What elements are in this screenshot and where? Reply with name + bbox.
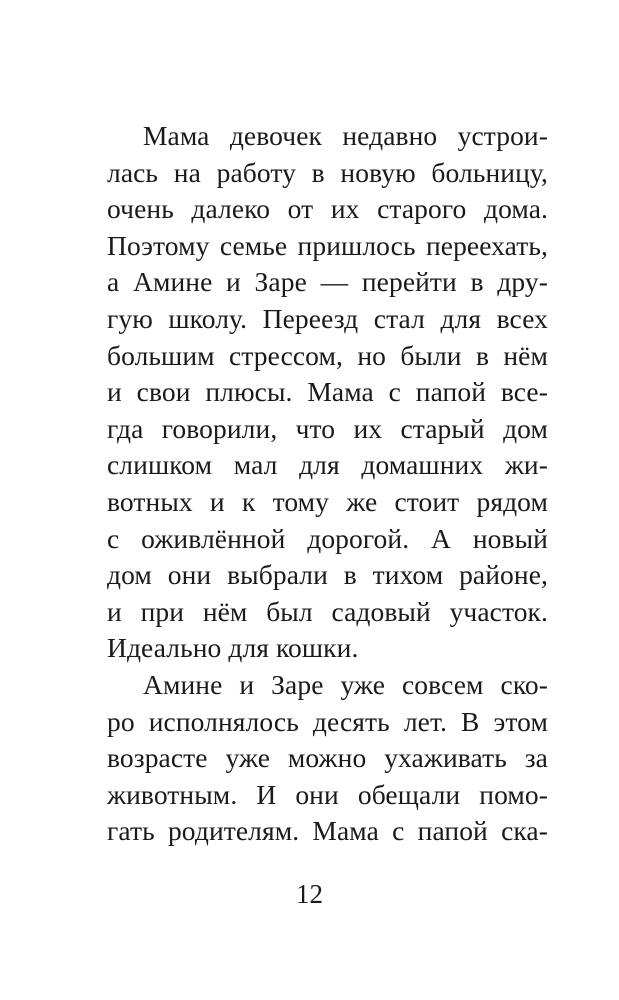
text-line: и свои плюсы. Мама с папой все- (107, 376, 548, 408)
text-line: а Амине и Заре — перейти в дру- (107, 266, 548, 298)
text-line: Амине и Заре уже совсем ско- (143, 668, 548, 700)
text-line: Поэтому семье пришлось переехать, (107, 229, 548, 261)
text-line: большим стрессом, но были в нём (107, 339, 548, 371)
paragraph-1 (107, 118, 548, 667)
page-number: 12 (296, 879, 323, 909)
text-line: и при нём был садовый участок. (107, 595, 548, 627)
text-line: слишком мал для домашних жи- (107, 449, 548, 481)
text-line: гда говорили, что их старый дом (107, 412, 548, 444)
text-line: Идеально для кошки. (107, 632, 359, 664)
text-line: гую школу. Переезд стал для всех (107, 302, 548, 334)
text-line: ро исполнялось десять лет. В этом (107, 705, 548, 737)
paragraph-2 (107, 667, 548, 850)
text-line: вотных и к тому же стоит рядом (107, 485, 548, 517)
text-line: лась на работу в новую больницу, (107, 156, 548, 188)
text-line: возрасте уже можно ухаживать за (107, 742, 548, 774)
text-line: дом они выбрали в тихом районе, (107, 559, 548, 591)
text-line: Мама девочек недавно устрои- (143, 120, 548, 151)
body-text (107, 118, 548, 850)
text-line: с оживлённой дорогой. А новый (107, 522, 548, 554)
text-line: очень далеко от их старого дома. (107, 193, 548, 225)
text-line: животным. И они обещали помо- (107, 778, 548, 810)
text-line: гать родителям. Мама с папой ска- (107, 815, 548, 847)
